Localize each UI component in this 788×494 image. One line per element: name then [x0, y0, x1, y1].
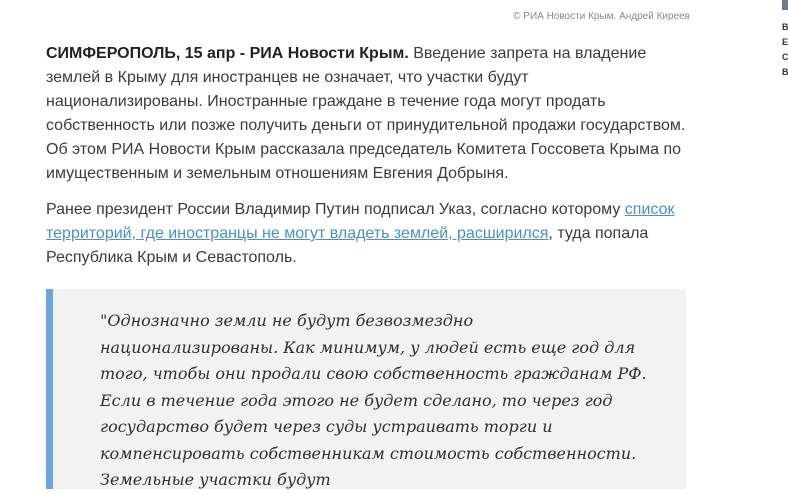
- paragraph-2-text-after: , туда попала Республика Крым и Севастополь.: [46, 225, 649, 266]
- article-body: [46, 42, 686, 270]
- paragraph-2-text-before: Ранее президент России Владимир Путин подписал Указ, согласно которому: [46, 201, 625, 218]
- sidebar-text-char: С: [782, 52, 788, 62]
- dateline: СИМФЕРОПОЛЬ, 15 апр - РИА Новости Крым.: [46, 45, 409, 62]
- sidebar-text-char: В: [782, 67, 788, 77]
- sidebar-text-char: В: [782, 22, 788, 32]
- article-paragraph-1: [46, 42, 686, 186]
- sidebar-thumbnail[interactable]: [782, 0, 788, 10]
- quote-text: "Однозначно земли не будут безвозмездно национализированы. Как минимум, у людей есть еще год для того, чтобы они продали свою собственность гражданам РФ. Если в течение года этого не будет сделано, то через год государство будет через суды устраивать торги и компенсировать собственникам стоимость собственности. Земельные участки будут: [100, 311, 647, 489]
- photo-credit: © РИА Новости Крым. Андрей Киреев: [513, 11, 690, 22]
- sidebar-fragment: [782, 0, 788, 475]
- territories-list-link[interactable]: список территорий, где иностранцы не могут владеть землей, расширился: [46, 201, 675, 242]
- blockquote: [46, 289, 686, 489]
- paragraph-1-text: Введение запрета на владение землей в Крыму для иностранцев не означает, что участки будут национализированы. Иностранные граждане в течение года могут продать собственность или позже получить деньги от принудительной продажи государством. Об этом РИА Новости Крым рассказала председатель Комитета Госсовета Крыма по имущественным и земельным отношениям Евгения Добрыня.: [46, 45, 686, 182]
- sidebar-text-char: Е: [782, 37, 788, 47]
- article-paragraph-2: [46, 198, 686, 270]
